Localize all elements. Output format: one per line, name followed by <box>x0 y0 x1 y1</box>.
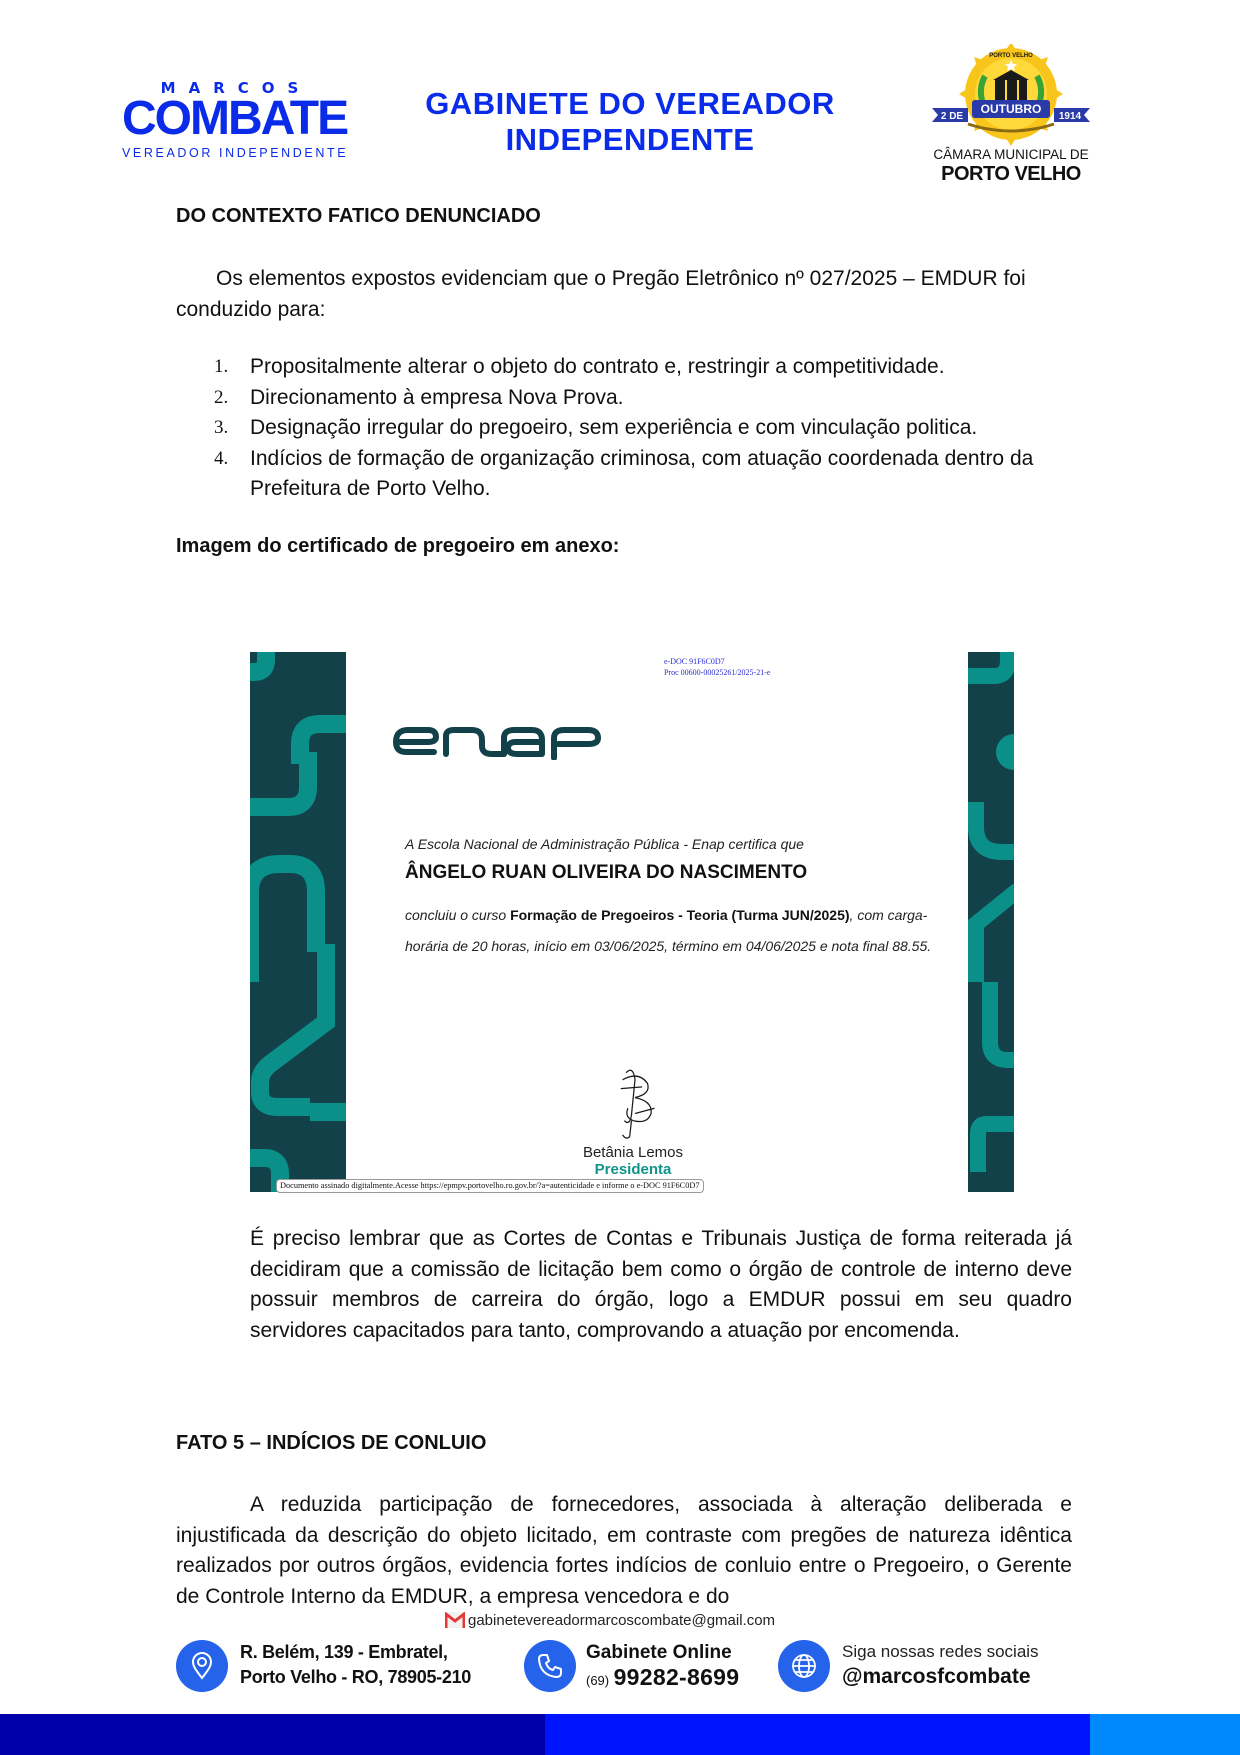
address-line2: Porto Velho - RO, 78905-210 <box>240 1667 471 1687</box>
certify-statement: A Escola Nacional de Administração Pública - Enap certifica que <box>405 836 804 852</box>
list-item <box>176 413 1076 444</box>
seal-top-text: PORTO VELHO <box>989 53 1033 59</box>
footer-bar-dark <box>0 1714 545 1755</box>
recipient-name: ÂNGELO RUAN OLIVEIRA DO NASCIMENTO <box>405 862 808 883</box>
conluio-paragraph: A reduzida participação de fornecedores, associada à alteração deliberada e injustificada da descrição do objeto licitado, em contraste com pregões de natureza idêntica realizados por outros órgãos, evidencia fortes indícios de conluio entre o Pregoeiro, o Gerente de Controle Interno da EMDUR, a empresa vencedora e do <box>176 1493 1072 1608</box>
page-header-title <box>380 86 880 158</box>
list-number: 1. <box>214 356 229 377</box>
edoc-line2: Proc 00600-00025261/2025-21-e <box>664 668 771 677</box>
certificate-body <box>405 900 950 962</box>
list-item <box>176 352 1076 383</box>
digital-signature-stamp: Documento assinado digitalmente.Acesse https://epmpv.portovelho.ro.gov.br/?a=autenticidade e informe o e-DOC 91F6C0D7 <box>276 1179 704 1193</box>
ribbon-left-text: 2 DE <box>940 111 964 122</box>
footer-bar-light <box>1090 1714 1240 1755</box>
band-pattern-icon <box>250 652 346 1192</box>
camara-porto-velho-seal <box>928 44 1094 184</box>
combate-logo <box>122 79 349 162</box>
certificate-left-band <box>250 652 346 1192</box>
edoc-reference <box>664 656 770 678</box>
seal-line1: CÂMARA MUNICIPAL DE <box>933 147 1089 162</box>
ribbon-right-text: 1914 <box>1058 111 1082 122</box>
logo-combate-text: COMBATE <box>122 92 348 145</box>
list-text: Designação irregular do pregoeiro, sem experiência e com vinculação politica. <box>250 416 978 439</box>
facts-list <box>176 352 1076 505</box>
certificate-image <box>250 652 1014 1192</box>
email-address: gabinetevereadormarcoscombate@gmail.com <box>468 1612 776 1629</box>
ribbon-center-text: OUTUBRO <box>980 102 1042 116</box>
location-pin-icon <box>188 1652 216 1680</box>
header-title-line2: INDEPENDENTE <box>505 122 755 157</box>
footer-bar-medium <box>545 1714 1090 1755</box>
body-prefix: concluiu o curso <box>405 907 511 923</box>
logo-marcos-text: MARCOS <box>160 79 312 97</box>
list-text: Indícios de formação de organização criminosa, com atuação coordenada dentro da Prefeitura de Porto Velho. <box>250 446 1034 500</box>
list-number: 4. <box>214 447 229 469</box>
list-number: 3. <box>214 417 229 438</box>
globe-icon <box>790 1652 818 1680</box>
phone-ddd: (69) <box>586 1673 610 1688</box>
course-name: Formação de Pregoeiros - Teoria (Turma JUN/2025) <box>510 907 850 923</box>
enap-logo <box>392 724 604 765</box>
logo-subtitle: VEREADOR INDEPENDENTE <box>122 146 349 160</box>
footer-email[interactable] <box>445 1612 775 1629</box>
phone-number: 99282-8699 <box>613 1664 740 1690</box>
social-handle: @marcosfcombate <box>842 1665 1031 1688</box>
list-number: 2. <box>214 386 229 408</box>
address-line1: R. Belém, 139 - Embratel, <box>240 1642 448 1662</box>
signer-name: Betânia Lemos <box>582 1144 684 1161</box>
signature-icon <box>605 1062 665 1142</box>
careers-paragraph: É preciso lembrar que as Cortes de Contas e Tribunais Justiça de forma reiterada já decidiram que a comissão de licitação bem como o órgão de controle de interno deve possuir membros de carreira do órgão, logo a EMDUR possui em seu quadro servidores capacitados para tanto, comprovando a atuação por encomenda. <box>250 1227 1072 1342</box>
intro-paragraph: Os elementos expostos evidenciam que o Pregão Eletrônico nº 027/2025 – EMDUR foi conduzido para: <box>176 267 1026 321</box>
list-text: Direcionamento à empresa Nova Prova. <box>250 385 624 409</box>
section-heading-contexto: DO CONTEXTO FATICO DENUNCIADO <box>176 205 541 227</box>
seal-line2: PORTO VELHO <box>941 163 1081 185</box>
phone-number-line <box>586 1664 739 1691</box>
phone-icon <box>536 1652 564 1680</box>
location-icon-circle <box>176 1640 228 1692</box>
phone-label: Gabinete Online <box>586 1642 732 1663</box>
certificate-right-band <box>968 652 1014 1192</box>
list-text: Propositalmente alterar o objeto do contrato e, restringir a competitividade. <box>250 355 945 378</box>
section-heading-fato5: FATO 5 – INDÍCIOS DE CONLUIO <box>176 1432 487 1454</box>
seal-emblem-icon <box>928 44 1094 148</box>
enap-wordmark-icon <box>392 724 604 760</box>
gmail-icon <box>445 1612 465 1628</box>
list-item <box>176 383 1076 414</box>
globe-icon-circle <box>778 1640 830 1692</box>
list-item <box>176 444 1076 505</box>
phone-icon-circle <box>524 1640 576 1692</box>
signer-role: Presidenta <box>594 1161 672 1178</box>
social-label: Siga nossas redes sociais <box>842 1642 1039 1661</box>
image-caption: Imagem do certificado de pregoeiro em anexo: <box>176 535 620 557</box>
body-suffix: , com carga-horária de 20 horas, início em 03/06/2025, término em 04/06/2025 e nota final 88.55. <box>405 907 932 954</box>
header-title-line1: GABINETE DO VEREADOR <box>425 86 835 121</box>
edoc-line1: e-DOC 91F6C0D7 <box>664 657 725 666</box>
band-pattern-icon <box>968 652 1014 1192</box>
